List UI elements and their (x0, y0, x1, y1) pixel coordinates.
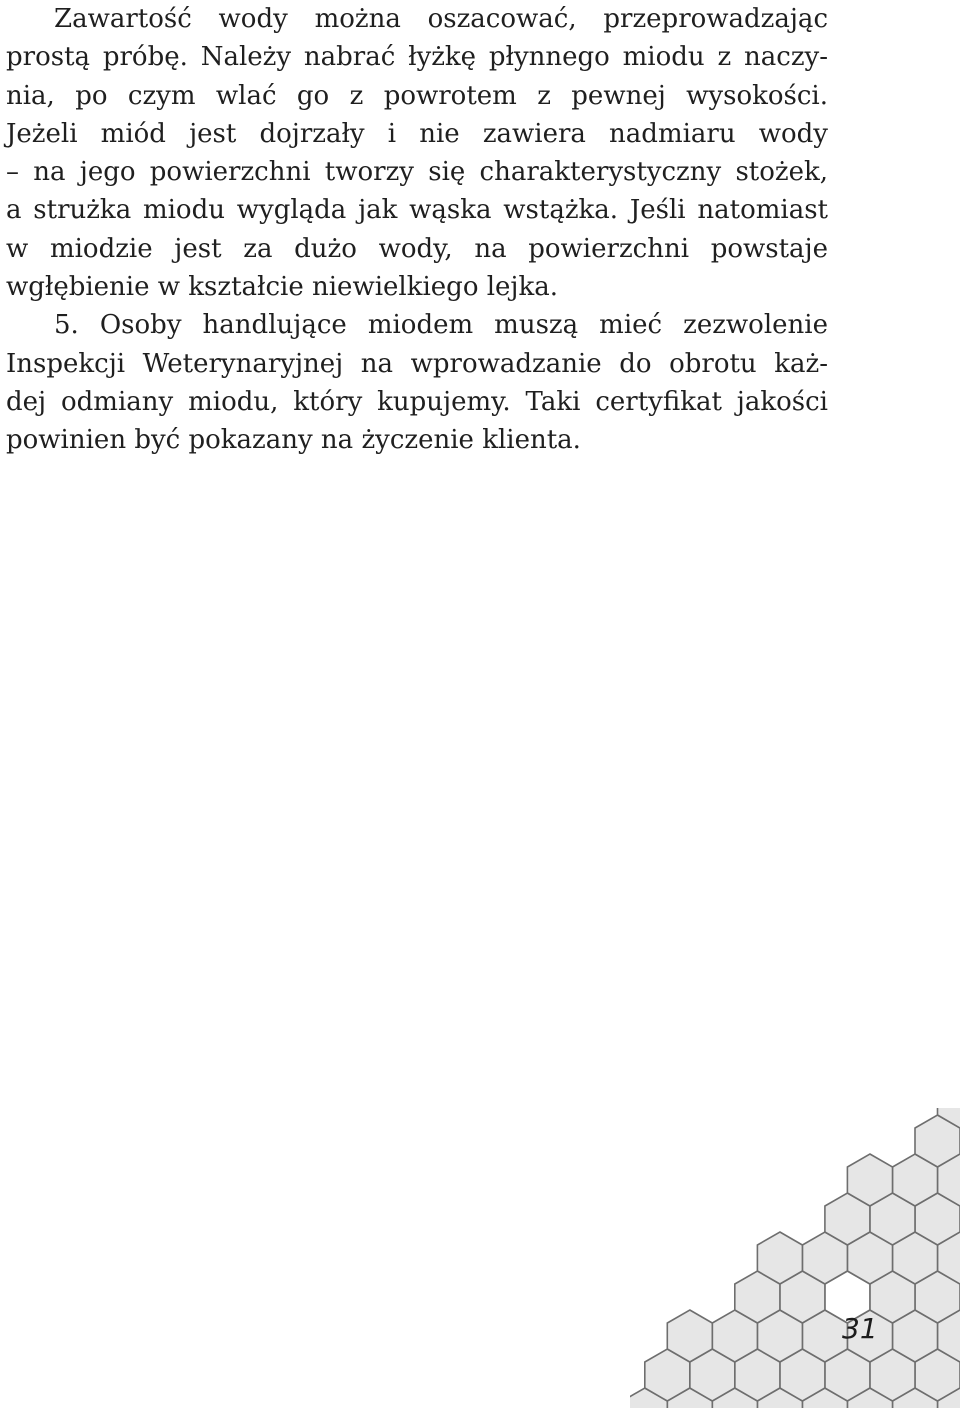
text-line: a strużka miodu wygląda jak wąska wstążka. Jeśli natomiast (6, 195, 828, 226)
body-text (6, 0, 828, 460)
text-line: w miodzie jest za dużo wody, na powierzchni powstaje (6, 233, 828, 264)
text-line: Zawartość wody można oszacować, przeprowadzając (54, 4, 828, 34)
hexagon-pattern-decoration (630, 1108, 960, 1408)
text-line: prostą próbę. Należy nabrać łyżkę płynnego miodu z naczy- (6, 42, 828, 73)
text-line: 5. Osoby handlujące miodem muszą mieć zezwolenie (54, 310, 828, 341)
text-line: – na jego powierzchni tworzy się charakterystyczny stożek, (6, 157, 828, 188)
text-line: Inspekcji Weterynaryjnej na wprowadzanie do obrotu każ- (6, 348, 828, 379)
text-line: dej odmiany miodu, który kupujemy. Taki certyfikat jakości (6, 386, 828, 417)
text-line: Jeżeli miód jest dojrzały i nie zawiera nadmiaru wody (6, 118, 828, 149)
page-number: 31 (842, 1312, 878, 1345)
text-line: nia, po czym wlać go z powrotem z pewnej wysokości. (6, 80, 828, 111)
text-line: powinien być pokazany na życzenie klienta. (6, 425, 581, 456)
text-line: wgłębienie w kształcie niewielkiego lejka. (6, 272, 559, 303)
